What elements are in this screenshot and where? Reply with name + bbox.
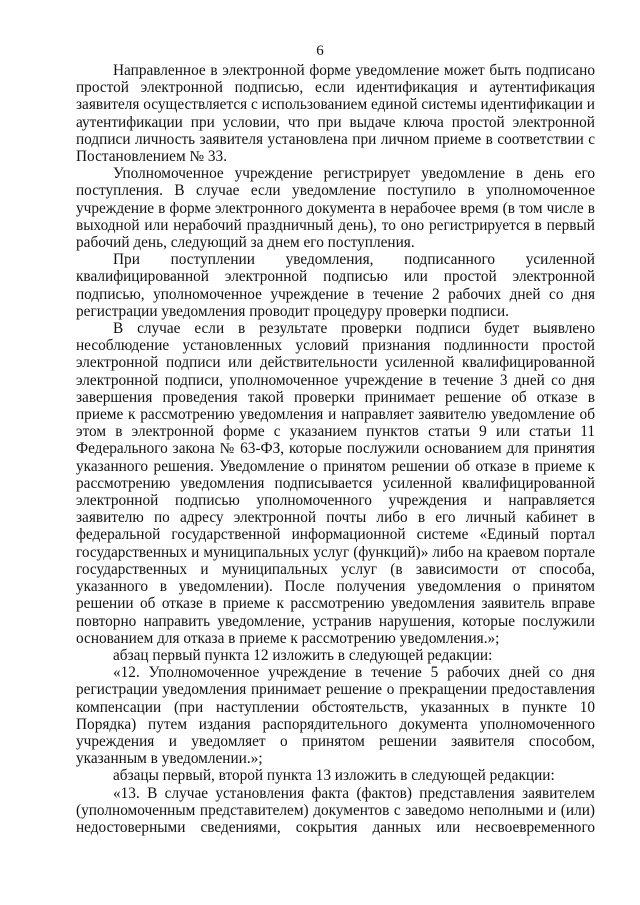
paragraph: абзац первый пункта 12 изложить в следующей редакции: xyxy=(113,646,493,664)
paragraph: Уполномоченное учреждение регистрирует уведомление в день его поступления. В случае если уведомление поступило в уполномоченное учреждение в форме электронного документа в нерабочее время (в том числе в выходной или нерабочий праздничный день), то оно регистрируется в первый рабочий день, следующий за днем его поступления. xyxy=(76,165,595,252)
paragraph: При поступлении уведомления, подписанного усиленной квалифицированной электронной подписью или простой электронной подписью, уполномоченное учреждение в течение 2 рабочих дней со дня регистрации уведомления проводит процедуру проверки подписи. xyxy=(76,251,595,320)
paragraph: «13. В случае установления факта (фактов) представления заявителем (уполномоченным представителем) документов с заведомо неполными и (или) недостоверными сведениями, сокрытия данных или несвоевременного xyxy=(76,784,595,836)
paragraph: В случае если в результате проверки подписи будет выявлено несоблюдение установленных условий признания подлинности простой электронной подписи или действительности усиленной квалифицированной электронной подписи, уполномоченное учреждение в течение 3 дней со дня завершения проведения такой проверки принимает решение об отказе в приеме к рассмотрению уведомления и направляет заявителю уведомление об этом в электронной форме с указанием пунктов статьи 9 или статьи 11 Федерального закона № 63-ФЗ, которые послужили основанием для принятия указанного решения. Уведомление о принятом решении об отказе в приеме к рассмотрению уведомления подписывается усиленной квалифицированной электронной подписью уполномоченного учреждения и направляется заявителю по адресу электронной почты либо в его личный кабинет в федеральной государственной информационной системе «Единый портал государственных и муниципальных услуг (функций)» либо на краевом портале государственных и муниципальных услуг (в зависимости от способа, указанного в уведомлении). После получения уведомления о принятом решении об отказе в приеме к рассмотрению уведомления заявитель вправе повторно направить уведомление, устранив нарушения, которые послужили основанием для отказа в приеме к рассмотрению уведомления.»; xyxy=(76,320,595,647)
paragraph: Направленное в электронной форме уведомление может быть подписано простой электронной подписью, если идентификация и аутентификация заявителя осуществляется с использованием единой системы идентификации и аутентификации при условии, что при выдаче ключа простой электронной подписи личность заявителя установлена при личном приеме в соответствии с Постановлением № 33. xyxy=(76,62,595,166)
page-number: 6 xyxy=(316,43,324,59)
document-body xyxy=(76,62,595,836)
paragraph: абзацы первый, второй пункта 13 изложить в следующей редакции: xyxy=(113,767,555,785)
paragraph: «12. Уполномоченное учреждение в течение 5 рабочих дней со дня регистрации уведомления принимает решение о прекращении предоставления компенсации (при наступлении обстоятельств, указанных в пункте 10 Порядка) путем издания распорядительного документа уполномоченного учреждения и уведомляет о принятом решении заявителя способом, указанным в уведомлении.»; xyxy=(76,664,595,768)
